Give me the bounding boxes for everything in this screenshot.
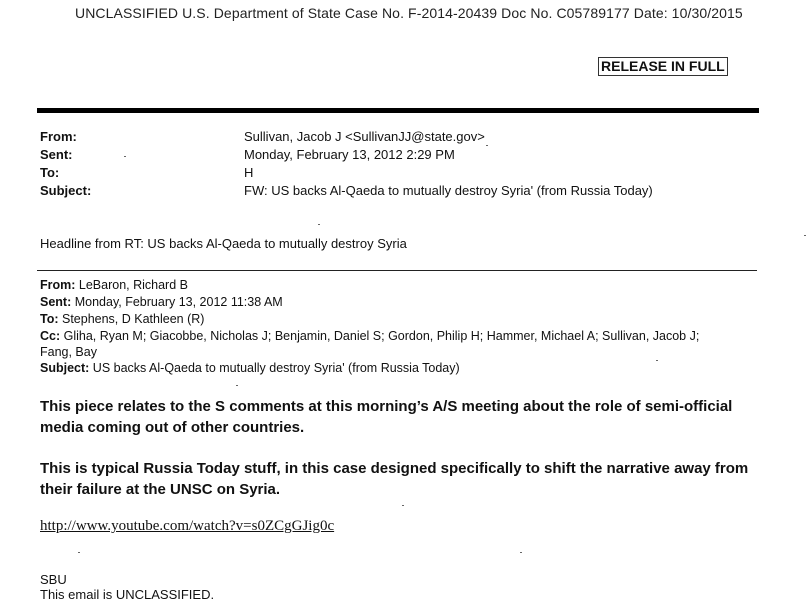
- fwd-from-line: [40, 278, 188, 292]
- header-divider: [37, 108, 759, 113]
- youtube-link[interactable]: http://www.youtube.com/watch?v=s0ZCgGJig0c: [40, 518, 335, 534]
- from-value: Sullivan, Jacob J <SullivanJJ@state.gov>: [244, 129, 485, 144]
- fwd-sent-line: [40, 295, 283, 309]
- scan-speck: [804, 235, 806, 236]
- fwd-to-value: Stephens, D Kathleen (R): [58, 312, 205, 326]
- fwd-subject-value: US backs Al-Qaeda to mutually destroy Syria' (from Russia Today): [89, 361, 460, 375]
- from-label: From:: [40, 129, 77, 144]
- scan-speck: [402, 505, 404, 506]
- subject-label: Subject:: [40, 183, 92, 198]
- fwd-to-label: To:: [40, 312, 59, 326]
- forward-divider: [37, 270, 757, 271]
- to-label: To:: [40, 165, 60, 180]
- fwd-cc-value: Gliha, Ryan M; Giacobbe, Nicholas J; Benjamin, Daniel S; Gordon, Philip H; Hammer, Michael A; Sullivan, Jacob J;: [60, 329, 700, 343]
- fwd-subject-line: [40, 361, 460, 375]
- fwd-subject-label: Subject:: [40, 361, 90, 375]
- fwd-cc-line: [40, 329, 699, 343]
- classification-header: UNCLASSIFIED U.S. Department of State Case No. F-2014-20439 Doc No. C05789177 Date: 10/30/2015: [75, 5, 743, 21]
- subject-value: FW: US backs Al-Qaeda to mutually destroy Syria' (from Russia Today): [244, 183, 653, 198]
- scan-speck: [486, 145, 488, 146]
- scan-speck: [318, 224, 320, 225]
- paragraph-russia-today: This is typical Russia Today stuff, in this case designed specifically to shift the narrative away from their failure at the UNSC on Syria.: [40, 460, 749, 498]
- sent-label: Sent:: [40, 147, 73, 162]
- scan-speck: [78, 552, 80, 553]
- to-value: H: [244, 165, 254, 180]
- scan-speck: [124, 156, 126, 157]
- fwd-cc-continued: Fang, Bay: [40, 345, 97, 359]
- classification-footer: This email is UNCLASSIFIED.: [40, 587, 215, 602]
- paragraph-media-comments: This piece relates to the S comments at this morning’s A/S meeting about the role of semi-official media coming out of other countries.: [40, 398, 733, 436]
- fwd-from-label: From:: [40, 278, 76, 292]
- sent-value: Monday, February 13, 2012 2:29 PM: [244, 147, 455, 162]
- sbu-marking: SBU: [40, 572, 67, 587]
- scan-speck: [520, 552, 522, 553]
- release-stamp: RELEASE IN FULL: [598, 57, 728, 76]
- fwd-from-value: LeBaron, Richard B: [75, 278, 188, 292]
- fwd-sent-label: Sent:: [40, 295, 72, 309]
- headline-text: Headline from RT: US backs Al-Qaeda to mutually destroy Syria: [40, 236, 407, 251]
- scan-speck: [236, 385, 238, 386]
- fwd-to-line: [40, 312, 204, 326]
- fwd-cc-label: Cc:: [40, 329, 61, 343]
- scan-speck: [656, 360, 658, 361]
- fwd-sent-value: Monday, February 13, 2012 11:38 AM: [71, 295, 283, 309]
